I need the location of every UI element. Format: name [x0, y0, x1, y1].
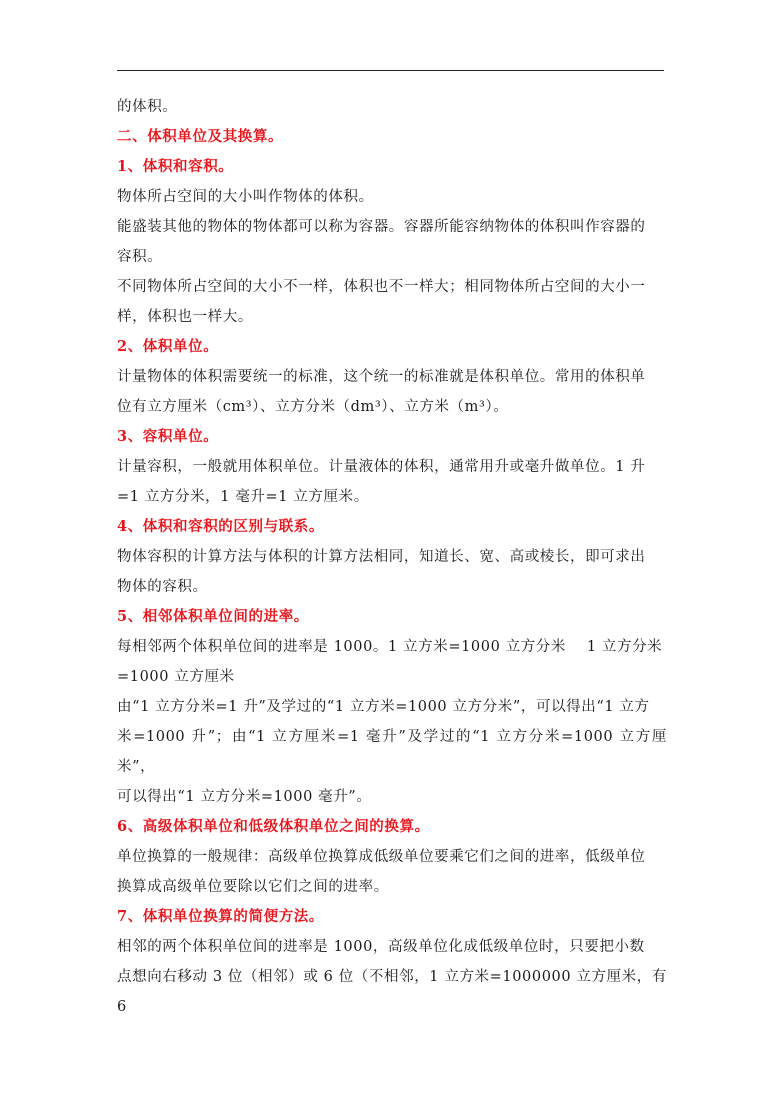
text-line: 位有立方厘米（cm³）、立方分米（dm³）、立方米（m³）。: [117, 399, 509, 415]
subsection-heading: 7、体积单位换算的简便方法。: [117, 908, 324, 925]
text-line: 计量容积，一般就用体积单位。计量液体的体积，通常用升或毫升做单位。1 升: [117, 459, 646, 475]
text-line: 每相邻两个体积单位间的进率是 1000。1 立方米=1000 立方分米 1 立方分米: [117, 639, 663, 655]
text-line: 物体容积的计算方法与体积的计算方法相同，知道长、宽、高或棱长，即可求出: [117, 549, 646, 565]
text-line: 单位换算的一般规律：高级单位换算成低级单位要乘它们之间的进率，低级单位: [117, 849, 646, 865]
text-line: 计量物体的体积需要统一的标准，这个统一的标准就是体积单位。常用的体积单: [117, 369, 646, 385]
text-line: 样，体积也一样大。: [117, 309, 253, 325]
text-line: 的体积。: [117, 99, 178, 115]
subsection-heading: 6、高级体积单位和低级体积单位之间的换算。: [117, 818, 430, 835]
subsection-heading: 2、体积单位。: [117, 338, 219, 355]
text-line: =1000 立方厘米: [117, 669, 235, 685]
subsection-heading: 5、相邻体积单位间的进率。: [117, 608, 309, 625]
text-line: 点想向右移动 3 位（相邻）或 6 位（不相邻，1 立方米=1000000 立方厘米，有 6: [117, 969, 667, 1015]
text-line: 可以得出“1 立方分米=1000 毫升”。: [117, 789, 372, 805]
text-line: 由“1 立方分米=1 升”及学过的“1 立方米=1000 立方分米”，可以得出“1 立方: [117, 699, 650, 715]
subsection-heading: 3、容积单位。: [117, 428, 219, 445]
text-line: 相邻的两个体积单位间的进率是 1000，高级单位化成低级单位时，只要把小数: [117, 939, 645, 955]
text-line: 米=1000 升”；由“1 立方厘米=1 毫升”及学过的“1 立方分米=1000 立方厘米”，: [117, 729, 667, 775]
text-line: 容积。: [117, 249, 163, 265]
section-heading: 二、体积单位及其换算。: [117, 128, 284, 145]
document-body: [117, 92, 667, 1022]
subsection-heading: 1、体积和容积。: [117, 158, 234, 175]
text-line: 换算成高级单位要除以它们之间的进率。: [117, 879, 389, 895]
text-line: 物体所占空间的大小叫作物体的体积。: [117, 189, 374, 205]
text-line: 物体的容积。: [117, 579, 208, 595]
text-line: 不同物体所占空间的大小不一样，体积也不一样大；相同物体所占空间的大小一: [117, 279, 646, 295]
header-rule: [117, 70, 664, 71]
text-line: =1 立方分米，1 毫升=1 立方厘米。: [117, 489, 369, 505]
subsection-heading: 4、体积和容积的区别与联系。: [117, 518, 324, 535]
text-line: 能盛装其他的物体的物体都可以称为容器。容器所能容纳物体的体积叫作容器的: [117, 219, 646, 235]
